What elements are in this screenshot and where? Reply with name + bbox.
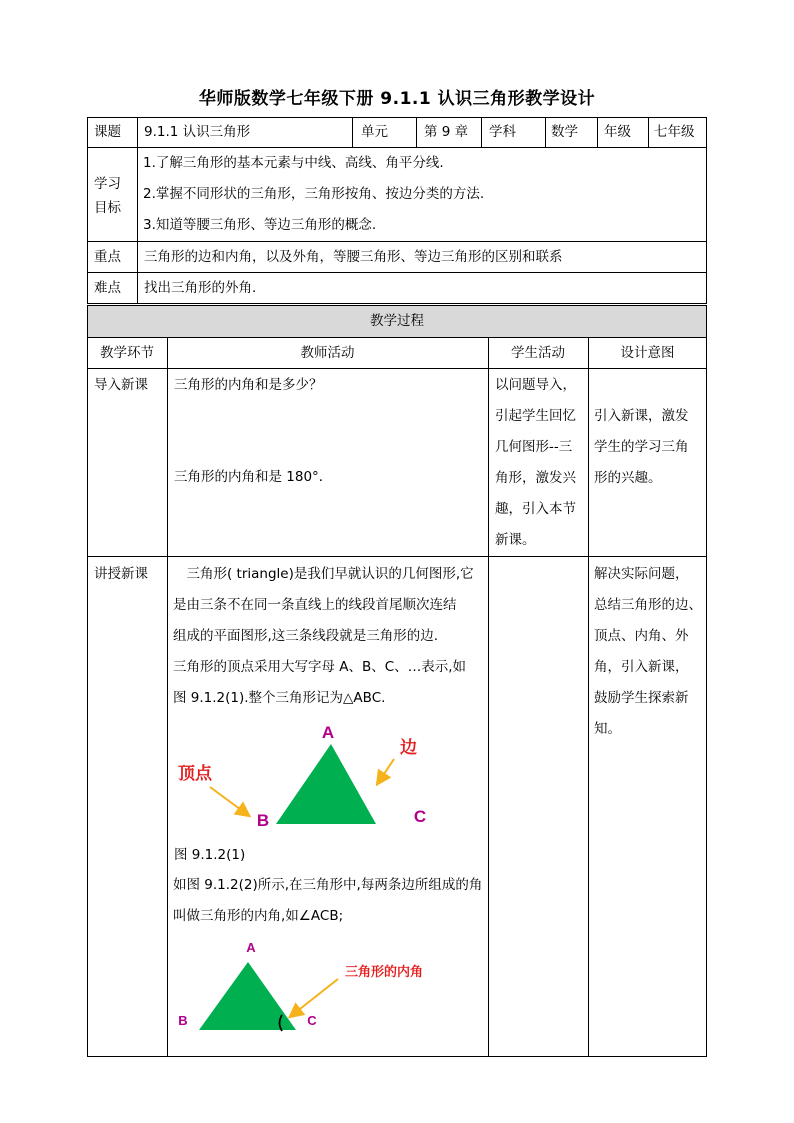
goal-item: 2.掌握不同形状的三角形，三角形按角、按边分类的方法.: [143, 186, 485, 202]
vertex-arrow: [210, 787, 248, 815]
key-point-label: 重点: [94, 249, 121, 265]
lecture-paragraph-1: 三角形( triangle)是我们早就认识的几何图形,它 是由三条不在同一条直线上的线段首尾顺次连结 组成的平面图形,这三条线段就是三角形的边.: [173, 566, 474, 644]
column-header: 教学环节: [100, 345, 154, 361]
triangle-abc: [276, 744, 376, 824]
goals-label: 学习: [94, 176, 121, 192]
intro-intent: 引入新课，激发 学生的学习三角 形的兴趣。: [594, 408, 689, 486]
lecture-stage: 讲授新课: [94, 566, 148, 582]
course-value: 9.1.1 认识三角形: [144, 124, 251, 140]
unit-value: 第 9 章: [424, 124, 469, 140]
goal-item: 3.知道等腰三角形、等边三角形的概念.: [143, 217, 377, 233]
vertex-a-label: A: [321, 723, 335, 742]
column-header: 学生活动: [511, 345, 565, 361]
intro-stage: 导入新课: [94, 377, 148, 393]
column-header: 设计意图: [620, 345, 675, 361]
grade-label: 年级: [604, 124, 631, 140]
vertex-c-label: C: [413, 807, 427, 826]
intro-answer: 三角形的内角和是 180°．: [174, 469, 333, 485]
key-point-value: 三角形的边和内角，以及外角，等腰三角形、等边三角形的区别和联系: [144, 249, 563, 265]
intro-question: 三角形的内角和是多少？: [174, 377, 323, 393]
side-callout-label: 边: [400, 738, 417, 757]
process-header: 教学过程: [370, 313, 424, 329]
side-arrow: [378, 759, 394, 783]
page-title: 华师版数学七年级下册 9.1.1 认识三角形教学设计: [198, 89, 596, 109]
difficulty-value: 找出三角形的外角.: [144, 280, 257, 296]
course-label: 课题: [94, 124, 121, 140]
interior-angle-callout: 三角形的内角: [345, 964, 424, 979]
vertex-callout-label: 顶点: [178, 764, 212, 783]
lecture-intent: 解决实际问题， 总结三角形的边、 顶点、内角、外 角，引入新课， 鼓励学生探索新 知。: [594, 566, 702, 737]
lecture-paragraph-3: 如图 9.1.2(2)所示,在三角形中,每两条边所组成的角 叫做三角形的内角,如∠ACB;: [173, 877, 483, 924]
angle-arrow: [291, 979, 338, 1016]
unit-label: 单元: [361, 124, 388, 140]
triangle-figure-1: [168, 715, 488, 840]
vertex-b-label: B: [256, 811, 270, 830]
triangle-figure-2: [168, 935, 488, 1045]
vertex-c-label: C: [307, 1013, 317, 1028]
grade-value: 七年级: [654, 124, 695, 140]
subject-label: 学科: [489, 124, 516, 140]
intro-student-activity: 以问题导入， 引起学生回忆 几何图形--三 角形，激发兴 趣，引入本节 新课。: [495, 377, 576, 548]
subject-value: 数学: [551, 124, 578, 140]
vertex-a-label: A: [246, 940, 256, 955]
goals-label-2: 目标: [94, 200, 121, 216]
vertex-b-label: B: [178, 1013, 188, 1028]
triangle-abc-2: [199, 962, 296, 1030]
difficulty-label: 难点: [94, 280, 121, 296]
lecture-paragraph-2: 三角形的顶点采用大写字母 A、B、C、…表示,如 图 9.1.2(1).整个三角形记为△ABC.: [173, 659, 467, 706]
column-header: 教师活动: [300, 345, 355, 361]
figure-1-caption: 图 9.1.2(1): [174, 847, 246, 863]
info-table: [87, 117, 707, 304]
goal-item: 1.了解三角形的基本元素与中线、高线、角平分线.: [143, 155, 444, 171]
